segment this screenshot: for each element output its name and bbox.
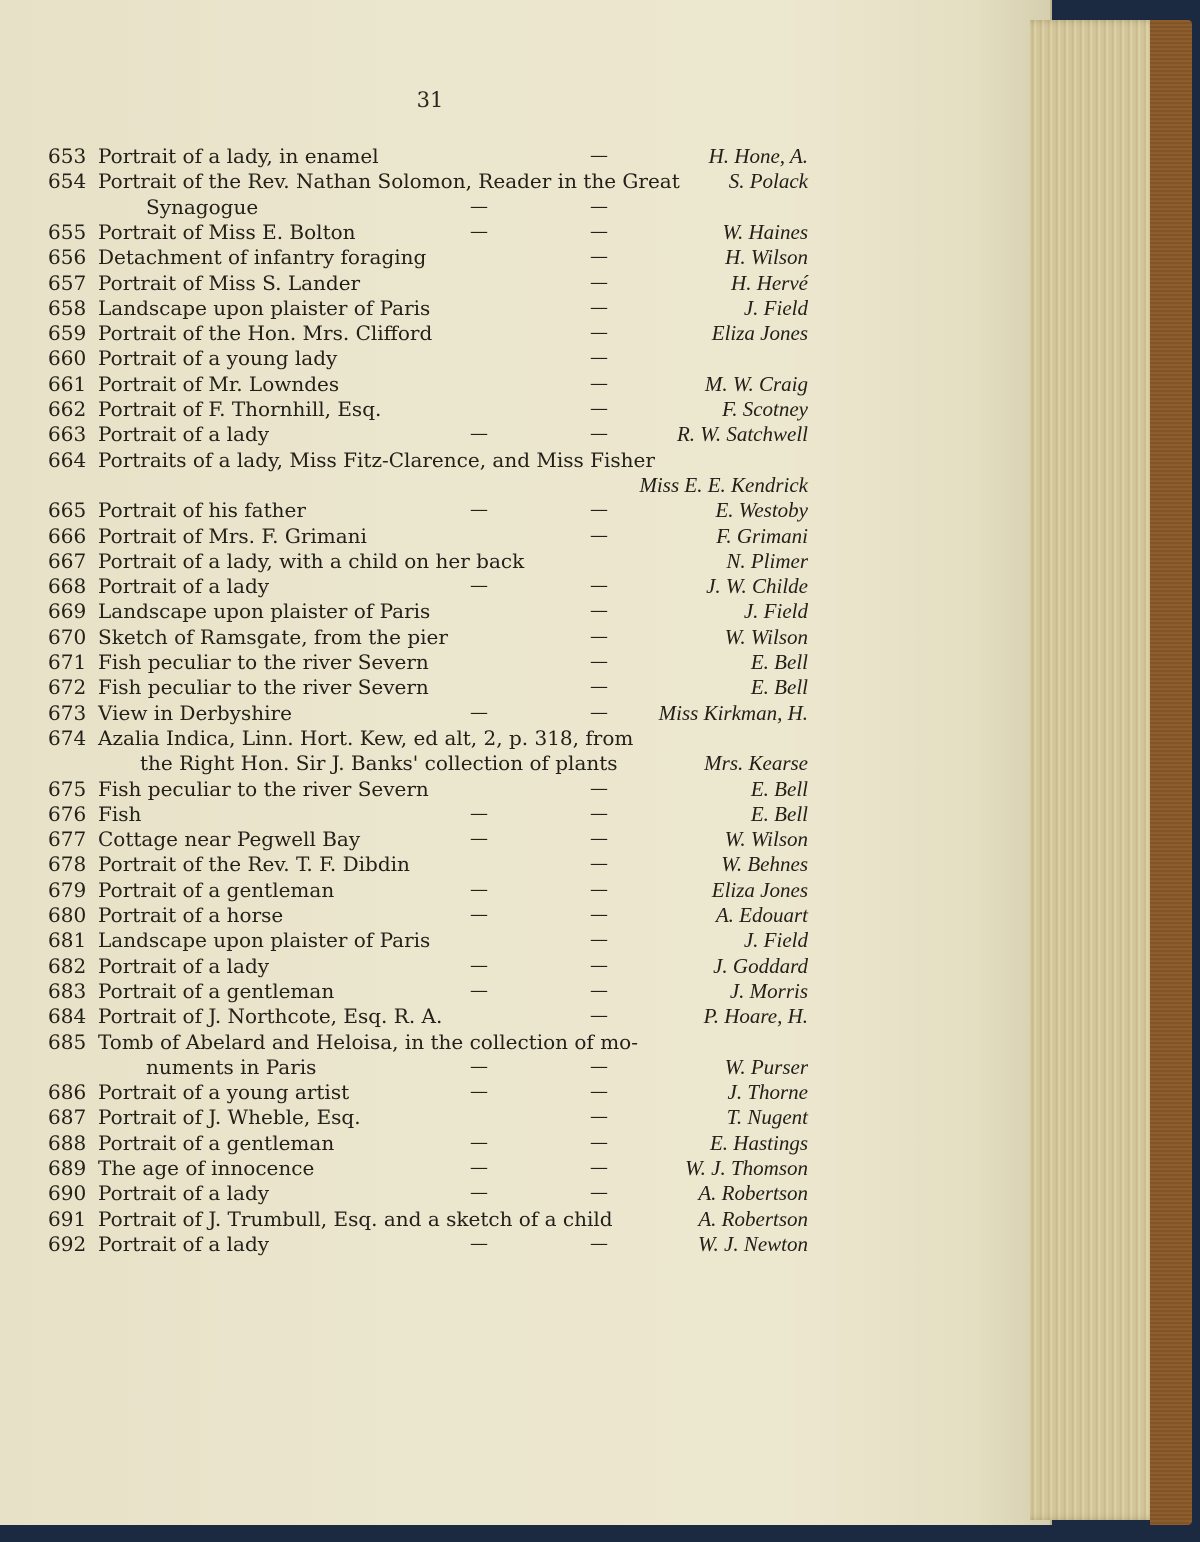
entry-number: 688 xyxy=(48,1130,87,1155)
catalogue-entry xyxy=(0,776,880,802)
entry-number: 691 xyxy=(48,1206,87,1231)
entry-dash: — xyxy=(590,575,608,597)
entry-artist: Eliza Jones xyxy=(711,321,808,346)
entry-dash: — xyxy=(470,802,488,824)
entry-dash: — xyxy=(590,271,608,293)
catalogue-entry xyxy=(0,1029,880,1055)
entry-dash: — xyxy=(590,1106,608,1128)
catalogue-entry xyxy=(0,1231,880,1257)
entry-dash: — xyxy=(590,828,608,850)
entry-dash: — xyxy=(590,979,608,1001)
catalogue-entry xyxy=(0,573,880,599)
entry-dash: — xyxy=(590,372,608,394)
entry-title: Portrait of J. Trumbull, Esq. and a sketch of a child xyxy=(98,1206,613,1231)
book-cover-edge xyxy=(1150,20,1192,1525)
catalogue-entry xyxy=(0,598,880,624)
entry-dash: — xyxy=(590,195,608,217)
entry-artist: J. Field xyxy=(743,295,808,320)
catalogue-entry xyxy=(0,877,880,903)
entry-artist: W. Wilson xyxy=(724,827,808,852)
entry-dash: — xyxy=(590,625,608,647)
entry-title: Portrait of a lady xyxy=(98,1181,270,1206)
entry-title: Fish peculiar to the river Severn xyxy=(98,675,429,700)
entry-artist: Miss Kirkman, H. xyxy=(658,700,808,725)
entry-artist: T. Nugent xyxy=(726,1105,808,1130)
entry-dash: — xyxy=(590,246,608,268)
entry-dash: — xyxy=(470,220,488,242)
catalogue-entry xyxy=(0,851,880,877)
entry-title: Portrait of a lady xyxy=(98,574,270,599)
entry-dash: — xyxy=(590,878,608,900)
entry-title: Portrait of Miss S. Lander xyxy=(98,270,361,295)
entry-title: Portrait of the Hon. Mrs. Clifford xyxy=(98,321,433,346)
entry-dash: — xyxy=(470,575,488,597)
entry-title: Portrait of F. Thornhill, Esq. xyxy=(98,397,382,421)
entry-dash: — xyxy=(590,398,608,419)
entry-dash: — xyxy=(590,1055,608,1077)
entry-artist: E. Westoby xyxy=(715,498,808,523)
entry-title: Portrait of a lady, with a child on her back xyxy=(98,548,525,573)
entry-title: Portrait of Mr. Lowndes xyxy=(98,371,340,396)
entry-number: 685 xyxy=(48,1029,87,1054)
entry-title: Tomb of Abelard and Heloisa, in the collection of mo- xyxy=(98,1029,638,1054)
entry-dash: — xyxy=(590,1081,608,1103)
entry-number: 689 xyxy=(48,1156,87,1180)
entry-number: 679 xyxy=(48,877,87,902)
catalogue-entry xyxy=(0,345,880,371)
catalogue-entry xyxy=(0,143,880,169)
entry-number: 675 xyxy=(48,776,87,801)
entry-title: Sketch of Ramsgate, from the pier xyxy=(98,624,448,649)
entry-number: 665 xyxy=(48,498,87,523)
catalogue-entry xyxy=(0,953,880,979)
entry-artist: Mrs. Kearse xyxy=(704,751,808,776)
catalogue-entry xyxy=(0,194,880,220)
catalogue-entry xyxy=(0,270,880,296)
entry-dash: — xyxy=(590,651,608,672)
entry-title: Portraits of a lady, Miss Fitz-Clarence, and Miss Fisher xyxy=(98,447,655,472)
catalogue-entry xyxy=(0,624,880,650)
entry-dash: — xyxy=(470,1232,488,1254)
entry-title: Landscape upon plaister of Paris xyxy=(98,599,431,624)
catalogue-entry xyxy=(0,497,880,523)
entry-number: 676 xyxy=(48,801,87,826)
entry-title: Fish xyxy=(98,801,142,826)
entry-artist: W. Wilson xyxy=(724,624,808,649)
entry-title: Fish peculiar to the river Severn xyxy=(98,776,429,801)
entry-artist: J. Field xyxy=(743,599,808,624)
entry-title: Portrait of J. Wheble, Esq. xyxy=(98,1105,361,1130)
entry-artist: S. Polack xyxy=(728,169,808,194)
entry-number: 654 xyxy=(48,169,87,194)
entry-number: 662 xyxy=(48,397,87,421)
entry-number: 684 xyxy=(48,1004,87,1029)
entry-artist: W. J. Thomson xyxy=(685,1156,808,1180)
entry-title: Azalia Indica, Linn. Hort. Kew, ed alt, 2, p. 318, from xyxy=(98,725,634,750)
entry-number: 655 xyxy=(48,219,87,244)
entry-dash: — xyxy=(470,979,488,1001)
entry-artist: Eliza Jones xyxy=(711,877,808,902)
entry-dash: — xyxy=(470,1157,488,1178)
catalogue-entry xyxy=(0,674,880,700)
catalogue-entry xyxy=(0,1130,880,1156)
entry-artist: F. Scotney xyxy=(722,397,808,421)
entry-artist: J. W. Childe xyxy=(706,574,808,599)
entry-number: 659 xyxy=(48,321,87,346)
entry-artist: J. Field xyxy=(743,928,808,953)
entry-number: 680 xyxy=(48,903,87,927)
catalogue-entry xyxy=(0,1003,880,1029)
entry-title: Portrait of Miss E. Bolton xyxy=(98,219,356,244)
entry-artist: E. Bell xyxy=(750,650,808,674)
entry-number: 658 xyxy=(48,295,87,320)
entry-title: Fish peculiar to the river Severn xyxy=(98,650,429,674)
entry-artist: J. Morris xyxy=(729,978,808,1003)
entry-dash: — xyxy=(590,322,608,344)
catalogue-entry xyxy=(0,548,880,574)
entry-number: 667 xyxy=(48,548,87,573)
entry-number: 678 xyxy=(48,852,87,877)
entry-dash: — xyxy=(470,1055,488,1077)
catalogue-entry xyxy=(0,244,880,270)
catalogue-entry xyxy=(0,902,880,928)
entry-title: Portrait of J. Northcote, Esq. R. A. xyxy=(98,1004,443,1029)
entry-artist: P. Hoare, H. xyxy=(703,1004,808,1029)
entry-artist: E. Hastings xyxy=(709,1130,808,1155)
catalogue-entry xyxy=(0,725,880,751)
catalogue-entry xyxy=(0,371,880,397)
page-number: 31 xyxy=(416,88,444,112)
entry-dash: — xyxy=(470,1131,488,1153)
entry-dash: — xyxy=(470,904,488,925)
entry-number: 690 xyxy=(48,1181,87,1206)
entry-dash: — xyxy=(470,499,488,521)
entry-artist: H. Wilson xyxy=(725,245,808,270)
entry-dash: — xyxy=(590,1182,608,1204)
entry-dash: — xyxy=(590,524,608,546)
entry-dash: — xyxy=(590,853,608,875)
entry-title: Portrait of a lady, in enamel xyxy=(98,144,379,168)
entry-dash: — xyxy=(470,878,488,900)
entry-dash: — xyxy=(590,347,608,369)
entry-artist: J. Thorne xyxy=(727,1080,808,1105)
entry-number: 668 xyxy=(48,574,87,599)
entry-title: the Right Hon. Sir J. Banks' collection of plants xyxy=(140,751,618,776)
catalogue-entry xyxy=(0,1206,880,1232)
catalogue-entry xyxy=(0,421,880,447)
catalogue-entry xyxy=(0,927,880,953)
entry-dash: — xyxy=(470,423,488,445)
entry-dash: — xyxy=(470,1081,488,1103)
entry-title: The age of innocence xyxy=(98,1156,315,1180)
entry-artist: E. Bell xyxy=(750,675,808,700)
entry-number: 677 xyxy=(48,827,87,852)
entry-dash: — xyxy=(590,145,608,166)
entry-dash: — xyxy=(470,1182,488,1204)
entry-number: 661 xyxy=(48,371,87,396)
entry-dash: — xyxy=(590,600,608,622)
catalogue-entry xyxy=(0,649,880,675)
entry-dash: — xyxy=(590,220,608,242)
entry-dash: — xyxy=(590,676,608,698)
entry-dash: — xyxy=(470,701,488,723)
catalogue-entry xyxy=(0,1155,880,1181)
entry-artist: H. Hone, A. xyxy=(708,144,808,168)
entry-title: Detachment of infantry foraging xyxy=(98,245,427,270)
entry-dash: — xyxy=(590,1131,608,1153)
entry-number: 669 xyxy=(48,599,87,624)
catalogue-entry xyxy=(0,826,880,852)
entry-number: 657 xyxy=(48,270,87,295)
entry-dash: — xyxy=(590,929,608,951)
entry-number: 670 xyxy=(48,624,87,649)
entry-artist: W. J. Newton xyxy=(697,1231,808,1256)
entry-dash: — xyxy=(590,701,608,723)
catalogue-entry xyxy=(0,396,880,422)
entry-title: Portrait of a gentleman xyxy=(98,877,335,902)
entry-number: 682 xyxy=(48,953,87,978)
entry-number: 671 xyxy=(48,650,87,674)
entry-number: 692 xyxy=(48,1231,87,1256)
entry-artist: A. Robertson xyxy=(698,1181,808,1206)
entry-dash: — xyxy=(590,954,608,976)
entry-number: 663 xyxy=(48,422,87,447)
catalogue-entry xyxy=(0,320,880,346)
entry-title: Landscape upon plaister of Paris xyxy=(98,295,431,320)
entry-number: 653 xyxy=(48,144,87,168)
entry-dash: — xyxy=(590,296,608,318)
entry-number: 664 xyxy=(48,447,87,472)
catalogue-entry xyxy=(0,1079,880,1105)
entry-title: Synagogue xyxy=(146,194,259,219)
entry-number: 673 xyxy=(48,700,87,725)
entry-dash: — xyxy=(590,1157,608,1178)
entry-dash: — xyxy=(590,802,608,824)
entry-title: Portrait of his father xyxy=(98,498,306,523)
entry-dash: — xyxy=(590,1005,608,1027)
catalogue-entry xyxy=(0,523,880,549)
catalogue-entry xyxy=(0,801,880,827)
entry-artist: W. Behnes xyxy=(721,852,808,877)
entry-artist: R. W. Satchwell xyxy=(676,422,808,447)
entry-artist: F. Grimani xyxy=(716,523,808,548)
catalogue-entry xyxy=(0,472,880,498)
entry-number: 686 xyxy=(48,1080,87,1105)
entry-dash: — xyxy=(470,828,488,850)
entry-dash: — xyxy=(590,1232,608,1254)
entry-artist: H. Hervé xyxy=(731,270,808,295)
entry-title: Cottage near Pegwell Bay xyxy=(98,827,361,852)
entry-title: Portrait of the Rev. Nathan Solomon, Reader in the Great xyxy=(98,169,680,194)
entry-artist: A. Edouart xyxy=(715,903,808,927)
entry-number: 674 xyxy=(48,725,87,750)
entry-dash: — xyxy=(590,904,608,925)
entry-artist: M. W. Craig xyxy=(704,371,808,396)
entry-number: 681 xyxy=(48,928,87,953)
entry-title: Portrait of a gentleman xyxy=(98,1130,335,1155)
catalogue-entry xyxy=(0,1180,880,1206)
entry-artist: W. Purser xyxy=(724,1054,808,1079)
catalogue-entry xyxy=(0,978,880,1004)
entry-dash: — xyxy=(470,195,488,217)
entry-artist: N. Plimer xyxy=(726,548,808,573)
entry-artist: W. Haines xyxy=(722,219,808,244)
entry-number: 660 xyxy=(48,346,87,371)
entry-number: 672 xyxy=(48,675,87,700)
catalogue-entry xyxy=(0,700,880,726)
entry-artist: E. Bell xyxy=(750,776,808,801)
entry-title: Portrait of a lady xyxy=(98,422,270,447)
entry-title: Portrait of the Rev. T. F. Dibdin xyxy=(98,852,410,877)
entry-dash: — xyxy=(470,954,488,976)
catalogue-entry xyxy=(0,219,880,245)
entry-number: 666 xyxy=(48,523,87,548)
entry-artist: E. Bell xyxy=(750,801,808,826)
entry-title: View in Derbyshire xyxy=(98,700,292,725)
entry-title: Portrait of a lady xyxy=(98,1231,270,1256)
entry-artist: A. Robertson xyxy=(698,1206,808,1231)
entry-title: Portrait of a lady xyxy=(98,953,270,978)
entry-dash: — xyxy=(590,499,608,521)
entry-title: numents in Paris xyxy=(146,1054,317,1079)
entry-artist: Miss E. E. Kendrick xyxy=(639,472,808,497)
entry-title: Landscape upon plaister of Paris xyxy=(98,928,431,953)
catalogue-entry xyxy=(0,447,880,473)
entry-title: Portrait of a horse xyxy=(98,903,284,927)
catalogue-entry xyxy=(0,750,880,776)
entry-artist: J. Goddard xyxy=(713,953,808,978)
entry-number: 656 xyxy=(48,245,87,270)
catalogue-entry xyxy=(0,1054,880,1080)
entry-number: 683 xyxy=(48,978,87,1003)
entry-title: Portrait of a gentleman xyxy=(98,978,335,1003)
entry-dash: — xyxy=(590,423,608,445)
entry-number: 687 xyxy=(48,1105,87,1130)
catalogue-entry xyxy=(0,295,880,321)
catalogue-entry xyxy=(0,1104,880,1130)
entry-title: Portrait of Mrs. F. Grimani xyxy=(98,523,367,548)
entry-title: Portrait of a young artist xyxy=(98,1080,350,1105)
entry-dash: — xyxy=(590,777,608,799)
entry-title: Portrait of a young lady xyxy=(98,346,338,371)
catalogue-entry xyxy=(0,168,880,194)
